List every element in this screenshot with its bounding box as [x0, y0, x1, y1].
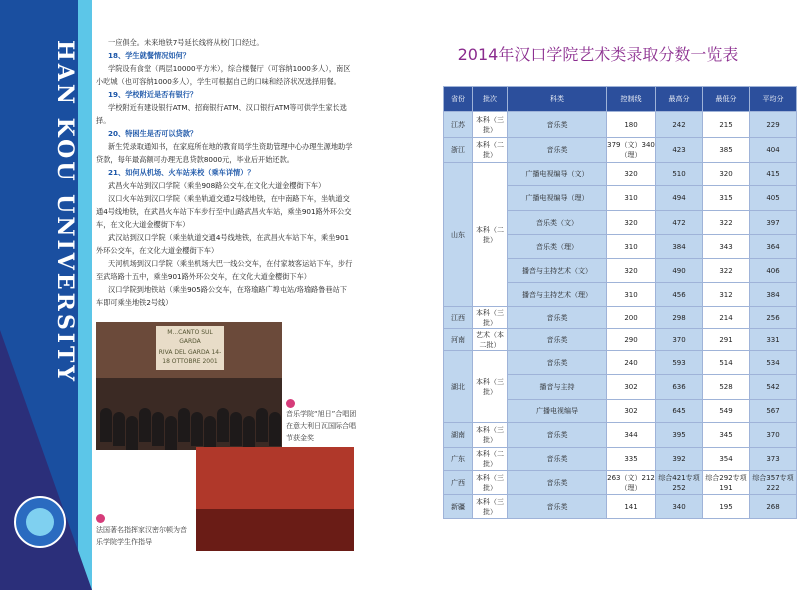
control-score-cell: 379（文）340（理） [607, 138, 656, 163]
table-row [444, 471, 797, 495]
avg-score-cell: 542 [750, 375, 797, 400]
faq-question: 18、学生就餐情况如何？ [108, 51, 190, 60]
province-cell: 江西 [444, 307, 473, 329]
person-silhouette [139, 408, 151, 442]
table-row [444, 307, 797, 329]
control-score-cell: 310 [607, 283, 656, 307]
table-row [444, 112, 797, 138]
avg-score-cell: 256 [750, 307, 797, 329]
table-row [444, 448, 797, 471]
max-score-cell: 456 [656, 283, 703, 307]
province-cell: 广东 [444, 448, 473, 471]
province-cell: 河南 [444, 329, 473, 351]
table-header-row [444, 87, 797, 112]
control-score-cell: 320 [607, 211, 656, 235]
max-score-cell: 370 [656, 329, 703, 351]
control-score-cell: 302 [607, 400, 656, 423]
batch-cell: 本科（三批） [473, 495, 508, 519]
faq-question: 21、如何从机场、火车站来校（乘车详情）？ [108, 168, 255, 177]
cover-spine [0, 0, 92, 590]
min-score-cell: 291 [703, 329, 750, 351]
max-score-cell: 242 [656, 112, 703, 138]
faq-paragraph: 天河机场到汉口学院（乘坐机场大巴一线公交车，在付家坡客运站下车，步行至武珞路十五中，乘坐901路外环公交车，在文化大道金樱街下车） [96, 259, 353, 281]
avg-score-cell: 综合357专项222 [750, 471, 797, 495]
photo-people [96, 378, 282, 450]
subject-cell: 音乐类 [508, 351, 607, 375]
table-row [444, 351, 797, 375]
faq-paragraph: 学院设有食堂（两层10000平方米），综合楼餐厅（可容纳1000多人），南区小吃城（也可容纳1000多人），学生可根据自己的口味和经济状况选择用餐。 [96, 64, 351, 86]
max-score-cell: 593 [656, 351, 703, 375]
faq-paragraph: 汉口学院到地铁站（乘坐905路公交车，在珞瑜路广埠屯站/珞瑜路鲁巷站下车即可乘坐地铁2号线） [96, 285, 347, 307]
caption-arrow-icon [286, 399, 295, 408]
subject-cell: 音乐类 [508, 138, 607, 163]
subject-cell: 音乐类 [508, 423, 607, 448]
photo-banner-subtext: RIVA DEL GARDA 14-18 OTTOBRE 2001 [158, 349, 222, 365]
admission-score-table [443, 86, 797, 519]
avg-score-cell: 404 [750, 138, 797, 163]
faq-paragraph: 汉口火车站到汉口学院（乘坐轨道交通2号线地铁，在中南路下车，坐轨道交通4号线地铁，在武昌火车站下车步行至中山路武昌火车站，乘坐901路外环公交车，在文化大道金樱街下车） [96, 194, 352, 229]
person-silhouette [152, 412, 164, 446]
control-score-cell: 310 [607, 186, 656, 211]
min-score-cell: 215 [703, 112, 750, 138]
faq-paragraph: 武汉站到汉口学院（乘坐轨道交通4号线地铁，在武昌火车站下车，乘坐901外环公交车，在文化大道金樱街下车） [96, 233, 350, 255]
table-row [444, 163, 797, 186]
control-score-cell: 302 [607, 375, 656, 400]
avg-score-cell: 534 [750, 351, 797, 375]
subject-cell: 音乐类 [508, 495, 607, 519]
subject-cell: 广播电视编导（文） [508, 163, 607, 186]
min-score-cell: 345 [703, 423, 750, 448]
batch-cell: 本科（三批） [473, 471, 508, 495]
max-score-cell: 423 [656, 138, 703, 163]
person-silhouette [165, 416, 177, 450]
header-cell: 平均分 [750, 87, 797, 112]
avg-score-cell: 229 [750, 112, 797, 138]
control-score-cell: 263（文）212（理） [607, 471, 656, 495]
min-score-cell: 514 [703, 351, 750, 375]
subject-cell: 音乐类（理） [508, 235, 607, 259]
person-silhouette [256, 408, 268, 442]
subject-cell: 广播电视编导（理） [508, 186, 607, 211]
min-score-cell: 312 [703, 283, 750, 307]
table-row [444, 329, 797, 351]
province-cell: 山东 [444, 163, 473, 307]
table-row [444, 423, 797, 448]
max-score-cell: 340 [656, 495, 703, 519]
min-score-cell: 综合292专项191 [703, 471, 750, 495]
min-score-cell: 315 [703, 186, 750, 211]
avg-score-cell: 406 [750, 259, 797, 283]
person-silhouette [230, 412, 242, 446]
person-silhouette [113, 412, 125, 446]
person-silhouette [204, 416, 216, 450]
subject-cell: 音乐类（文） [508, 211, 607, 235]
header-cell: 最高分 [656, 87, 703, 112]
control-score-cell: 310 [607, 235, 656, 259]
subject-cell: 音乐类 [508, 112, 607, 138]
photo-stage [196, 509, 354, 551]
subject-cell: 音乐类 [508, 329, 607, 351]
avg-score-cell: 567 [750, 400, 797, 423]
subject-cell: 播音与主持艺术（理） [508, 283, 607, 307]
province-cell: 江苏 [444, 112, 473, 138]
batch-cell: 本科（三批） [473, 351, 508, 423]
subject-cell: 播音与主持艺术（文） [508, 259, 607, 283]
faq-paragraph: 新生凭录取通知书，在家庭所在地的教育局学生资助管理中心办理生源地助学贷款，每年最高额可办理无息贷款8000元，毕业后开始还款。 [96, 142, 353, 164]
person-silhouette [217, 408, 229, 442]
subject-cell: 音乐类 [508, 471, 607, 495]
control-score-cell: 320 [607, 259, 656, 283]
control-score-cell: 290 [607, 329, 656, 351]
province-cell: 湖南 [444, 423, 473, 448]
header-cell: 省份 [444, 87, 473, 112]
min-score-cell: 528 [703, 375, 750, 400]
avg-score-cell: 415 [750, 163, 797, 186]
min-score-cell: 322 [703, 211, 750, 235]
max-score-cell: 298 [656, 307, 703, 329]
avg-score-cell: 405 [750, 186, 797, 211]
person-silhouette [178, 408, 190, 442]
province-cell: 浙江 [444, 138, 473, 163]
max-score-cell: 645 [656, 400, 703, 423]
max-score-cell: 636 [656, 375, 703, 400]
subject-cell: 音乐类 [508, 448, 607, 471]
faq-paragraph: 一应俱全。未来地铁7号延长线将从校门口经过。 [108, 38, 264, 47]
min-score-cell: 320 [703, 163, 750, 186]
avg-score-cell: 373 [750, 448, 797, 471]
control-score-cell: 141 [607, 495, 656, 519]
person-silhouette [191, 412, 203, 446]
spine-triangle [0, 330, 92, 590]
max-score-cell: 395 [656, 423, 703, 448]
min-score-cell: 354 [703, 448, 750, 471]
min-score-cell: 195 [703, 495, 750, 519]
photo-caption-choir: 音乐学院“旭日”合唱团在意大利日瓦国际合唱节获金奖 [286, 410, 357, 442]
avg-score-cell: 331 [750, 329, 797, 351]
min-score-cell: 343 [703, 235, 750, 259]
faq-question: 19、学校附近是否有银行？ [108, 90, 198, 99]
control-score-cell: 240 [607, 351, 656, 375]
avg-score-cell: 364 [750, 235, 797, 259]
min-score-cell: 214 [703, 307, 750, 329]
min-score-cell: 549 [703, 400, 750, 423]
subject-cell: 音乐类 [508, 307, 607, 329]
choir-award-photo [96, 322, 282, 450]
control-score-cell: 335 [607, 448, 656, 471]
header-cell: 最低分 [703, 87, 750, 112]
max-score-cell: 综合421专项252 [656, 471, 703, 495]
min-score-cell: 385 [703, 138, 750, 163]
faq-paragraph: 学校附近有建设银行ATM、招商银行ATM、汉口银行ATM等可供学生家长选择。 [96, 103, 347, 125]
control-score-cell: 344 [607, 423, 656, 448]
table-title: 2014年汉口学院艺术类录取分数一览表 [457, 45, 739, 64]
min-score-cell: 322 [703, 259, 750, 283]
header-cell: 科类 [508, 87, 607, 112]
person-silhouette [243, 416, 255, 450]
table-row [444, 138, 797, 163]
photo-banner [156, 326, 224, 370]
university-logo-icon [14, 496, 66, 548]
avg-score-cell: 370 [750, 423, 797, 448]
avg-score-cell: 268 [750, 495, 797, 519]
university-name: HAN KOU UNIVERSITY [52, 40, 78, 385]
person-silhouette [269, 412, 281, 446]
max-score-cell: 384 [656, 235, 703, 259]
max-score-cell: 472 [656, 211, 703, 235]
province-cell: 湖北 [444, 351, 473, 423]
header-cell: 控制线 [607, 87, 656, 112]
avg-score-cell: 384 [750, 283, 797, 307]
control-score-cell: 200 [607, 307, 656, 329]
subject-cell: 广播电视编导 [508, 400, 607, 423]
batch-cell: 本科（三批） [473, 423, 508, 448]
max-score-cell: 494 [656, 186, 703, 211]
faq-question: 20、特困生是否可以贷款？ [108, 129, 198, 138]
province-cell: 广西 [444, 471, 473, 495]
photo-banner-text: M...CANTO SUL GARDA [167, 329, 213, 345]
person-silhouette [100, 408, 112, 442]
table-row [444, 495, 797, 519]
max-score-cell: 392 [656, 448, 703, 471]
person-silhouette [126, 416, 138, 450]
subject-cell: 播音与主持 [508, 375, 607, 400]
control-score-cell: 320 [607, 163, 656, 186]
faq-column [96, 36, 354, 309]
max-score-cell: 490 [656, 259, 703, 283]
province-cell: 新疆 [444, 495, 473, 519]
batch-cell: 艺术（本二批） [473, 329, 508, 351]
control-score-cell: 180 [607, 112, 656, 138]
avg-score-cell: 397 [750, 211, 797, 235]
batch-cell: 本科（三批） [473, 112, 508, 138]
caption-arrow-icon [96, 514, 105, 523]
max-score-cell: 510 [656, 163, 703, 186]
batch-cell: 本科（二批） [473, 163, 508, 307]
batch-cell: 本科（二批） [473, 138, 508, 163]
header-cell: 批次 [473, 87, 508, 112]
photo-caption-conductor: 法国著名指挥家汉密尔顿为音乐学院学生作指导 [96, 526, 187, 546]
conductor-photo [196, 447, 354, 551]
batch-cell: 本科（二批） [473, 448, 508, 471]
batch-cell: 本科（三批） [473, 307, 508, 329]
faq-paragraph: 武昌火车站到汉口学院（乘坐908路公交车,在文化大道金樱街下车） [108, 181, 326, 190]
